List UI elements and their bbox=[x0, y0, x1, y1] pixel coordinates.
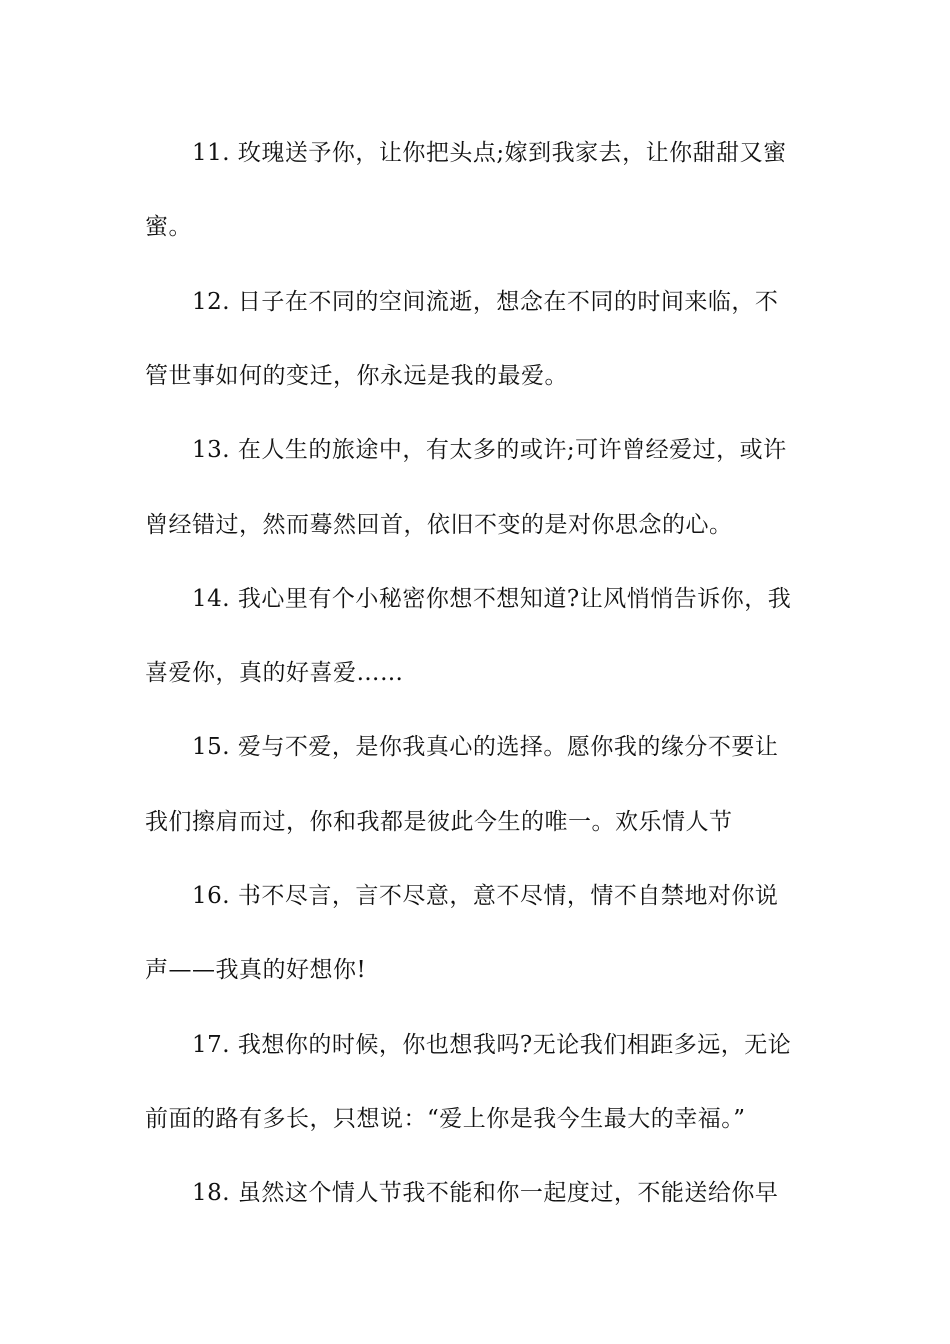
paragraph-15-line-1: 15. 爱与不爱，是你我真心的选择。愿你我的缘分不要让 bbox=[192, 734, 779, 760]
paragraph-14-line-1: 14. 我心里有个小秘密你想不想知道?让风悄悄告诉你，我 bbox=[192, 586, 792, 612]
paragraph-11-line-2: 蜜。 bbox=[145, 214, 192, 240]
paragraph-17-line-1: 17. 我想你的时候，你也想我吗?无论我们相距多远，无论 bbox=[192, 1032, 792, 1058]
paragraph-16-line-2: 声——我真的好想你! bbox=[145, 957, 367, 983]
paragraph-12-line-2: 管世事如何的变迁，你永远是我的最爱。 bbox=[145, 363, 568, 389]
paragraph-17-line-2: 前面的路有多长，只想说：“爱上你是我今生最大的幸福。” bbox=[145, 1106, 746, 1132]
paragraph-16-line-1: 16. 书不尽言，言不尽意，意不尽情，情不自禁地对你说 bbox=[192, 883, 779, 909]
paragraph-12-line-1: 12. 日子在不同的空间流逝，想念在不同的时间来临，不 bbox=[192, 289, 779, 315]
paragraph-13-line-2: 曾经错过，然而蓦然回首，依旧不变的是对你思念的心。 bbox=[145, 512, 733, 538]
paragraph-15-line-2: 我们擦肩而过，你和我都是彼此今生的唯一。欢乐情人节 bbox=[145, 809, 733, 835]
paragraph-14-line-2: 喜爱你，真的好喜爱…… bbox=[145, 660, 404, 686]
paragraph-13-line-1: 13. 在人生的旅途中，有太多的或许;可许曾经爱过，或许 bbox=[192, 437, 787, 463]
paragraph-11-line-1: 11. 玫瑰送予你，让你把头点;嫁到我家去，让你甜甜又蜜 bbox=[192, 140, 787, 166]
paragraph-18-line-1: 18. 虽然这个情人节我不能和你一起度过，不能送给你早 bbox=[192, 1180, 779, 1206]
